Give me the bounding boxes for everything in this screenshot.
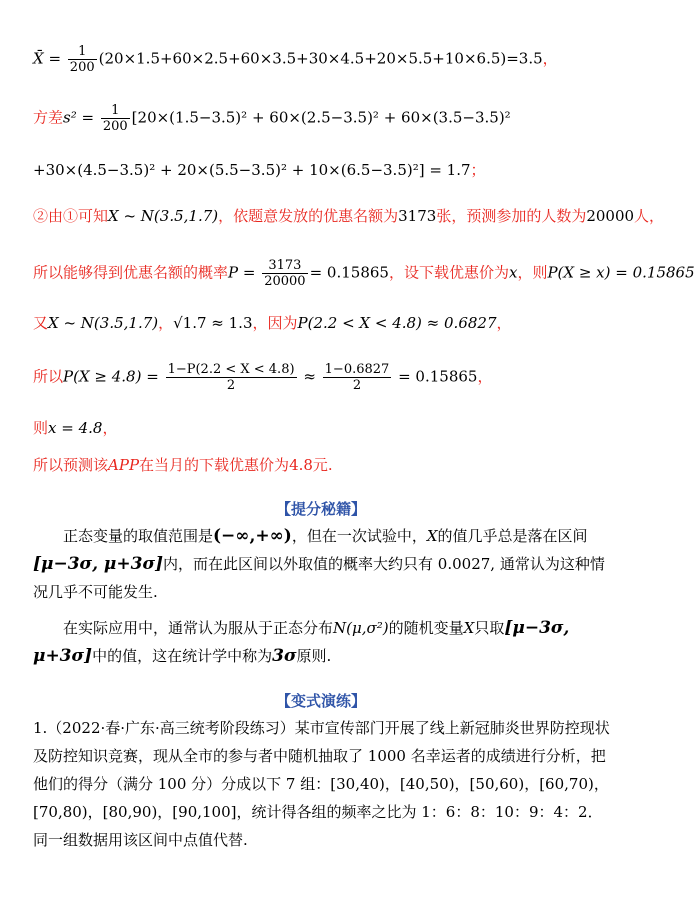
conclusion-price: 4.8 (289, 456, 313, 474)
variance-label: 方差 (33, 108, 64, 127)
section-title-tips: 【提分秘籍】 (275, 500, 366, 518)
probability-symbol: P = (228, 263, 261, 282)
tip2-text-2: 的随机变量 (388, 619, 464, 637)
result-comma: ， (477, 367, 493, 386)
conclusion-text-1: 所以预测该 (33, 456, 109, 474)
variance-line-1 (33, 103, 511, 134)
probability-value: = 0.15865 (309, 263, 389, 282)
tip1-text-2: ，但在一次试验中， (291, 527, 427, 545)
result-value: = 0.15865 (393, 367, 478, 386)
given-interval-probability: P(2.2 < X < 4.8) ≈ 0.6827 (297, 314, 497, 332)
given-distribution: X ~ N(3.5,1.7) (48, 314, 159, 332)
mean-comma: ， (542, 49, 558, 68)
section-title-practice: 【变式演练】 (275, 692, 366, 710)
result-frac1-den: 2 (226, 378, 236, 393)
step2-distribution: X ~ N(3.5,1.7) (108, 207, 219, 225)
mean-fraction (68, 44, 97, 75)
price-variable: x (508, 263, 518, 282)
probability-frac-den: 20000 (264, 274, 306, 289)
tip1-text-3: 的值几乎总是落在区间 (437, 527, 588, 545)
step2-intro: ②由①可知 (33, 207, 109, 225)
given-line (33, 313, 512, 333)
conclusion-app: APP (108, 456, 140, 474)
then-text: 则 (33, 419, 49, 437)
variance-body-1: [20×(1.5−3.5)² + 60×(2.5−3.5)² + 60×(3.5−3.5)² (131, 108, 511, 127)
result-approx: ≈ (298, 367, 321, 386)
tip2-variable: X (463, 619, 475, 637)
tip2-three-sigma: 3σ (272, 646, 297, 666)
result-line (33, 362, 492, 393)
tip1-text-4: 内，而在此区间以外取值的概率大约只有 0.0027, 通常认为这种情况几乎不可能发生. (33, 555, 605, 601)
mean-prefix: X̄ = (33, 49, 66, 68)
tip1-range: (−∞,+∞) (213, 526, 292, 546)
given-text-2: ，因为 (252, 314, 298, 332)
result-fraction-1 (166, 362, 297, 393)
variance-frac-den: 200 (102, 119, 128, 134)
tip2-distribution: N(μ,σ²) (333, 619, 389, 637)
mean-frac-num: 1 (68, 44, 97, 60)
variance-symbol: s² = (63, 108, 99, 127)
tip2-interval: [μ−3σ, μ+3σ] (33, 618, 570, 666)
variance-line-2 (33, 160, 486, 180)
given-comma-1: ， (158, 314, 174, 332)
then-line (33, 418, 117, 438)
result-text: 所以 (33, 367, 64, 386)
tip-paragraph-2 (33, 614, 611, 670)
result-frac1-num: 1−P(2.2 < X < 4.8) (167, 362, 295, 377)
step2-text-3: 人， (634, 207, 665, 225)
problem-text-2: 统计得各组的频率之比为 1：6：8：10：9：4：2．同一组数据用该区间中点值代替. (33, 803, 603, 849)
result-frac2-num: 1−0.6827 (324, 362, 390, 377)
problem-groups: [30,40)，[40,50)，[50,60)，[60,70)，[70,80)，[80,90)，[90,100]， (33, 775, 609, 821)
given-sqrt: √1.7 ≈ 1.3 (173, 314, 253, 332)
mean-line (33, 44, 558, 75)
tip2-text-4: 中的值，这在统计学中称为 (92, 647, 273, 665)
probability-frac-num: 3173 (262, 258, 307, 274)
step2-text-2: 张，预测参加的人数为 (436, 207, 587, 225)
tip2-text-3: 只取 (474, 619, 505, 637)
conclusion-line (33, 455, 333, 475)
tip1-text-1: 正态变量的取值范围是 (63, 527, 214, 545)
problem-paragraph (33, 714, 611, 854)
probability-line (33, 258, 695, 289)
probability-text-3: ，则 (517, 263, 548, 282)
step2-line (33, 206, 664, 226)
then-comma: ， (102, 419, 118, 437)
mean-frac-den: 200 (69, 60, 95, 75)
tip2-text-1: 在实际应用中，通常认为服从于正态分布 (63, 619, 334, 637)
result-probability: P(X ≥ 4.8) = (63, 367, 164, 386)
probability-fraction (262, 258, 307, 289)
conclusion-text-2: 在当月的下载优惠价为 (139, 456, 290, 474)
step2-text-1: ，依题意发放的优惠名额为 (218, 207, 399, 225)
tip1-interval: [μ−3σ, μ+3σ] (33, 554, 164, 574)
tip-paragraph-1 (33, 522, 611, 606)
mean-body: (20×1.5+60×2.5+60×3.5+30×4.5+20×5.5+10×6.5)=3.5 (98, 49, 543, 68)
result-fraction-2 (323, 362, 392, 393)
variance-fraction (101, 103, 130, 134)
given-comma-2: ， (496, 314, 512, 332)
tip2-text-5: 原则. (296, 647, 332, 665)
given-text-1: 又 (33, 314, 49, 332)
step2-participants: 20000 (586, 207, 635, 225)
step2-quota: 3173 (398, 207, 437, 225)
then-value: x = 4.8 (48, 419, 103, 437)
probability-text-1: 所以能够得到优惠名额的概率 (33, 263, 229, 282)
problem-text-1: 1.（2022·春·广东·高三统考阶段练习）某市宣传部门开展了线上新冠肺炎世界防控现状及防控知识竞赛，现从全市的参与者中随机抽取了 1000 名幸运者的成绩进行分析，把他们的得分（满分 100 分）分成以下 7 组： (33, 719, 610, 793)
conclusion-text-3: 元. (312, 456, 333, 474)
variance-semicolon: ； (470, 161, 486, 179)
probability-equation: P(X ≥ x) = 0.15865 (547, 263, 695, 282)
result-frac2-den: 2 (352, 378, 362, 393)
tip1-variable: X (426, 527, 438, 545)
variance-frac-num: 1 (101, 103, 130, 119)
probability-text-2: ，设下载优惠价为 (388, 263, 509, 282)
variance-body-2: +30×(4.5−3.5)² + 20×(5.5−3.5)² + 10×(6.5−3.5)²] = 1.7 (33, 161, 471, 179)
